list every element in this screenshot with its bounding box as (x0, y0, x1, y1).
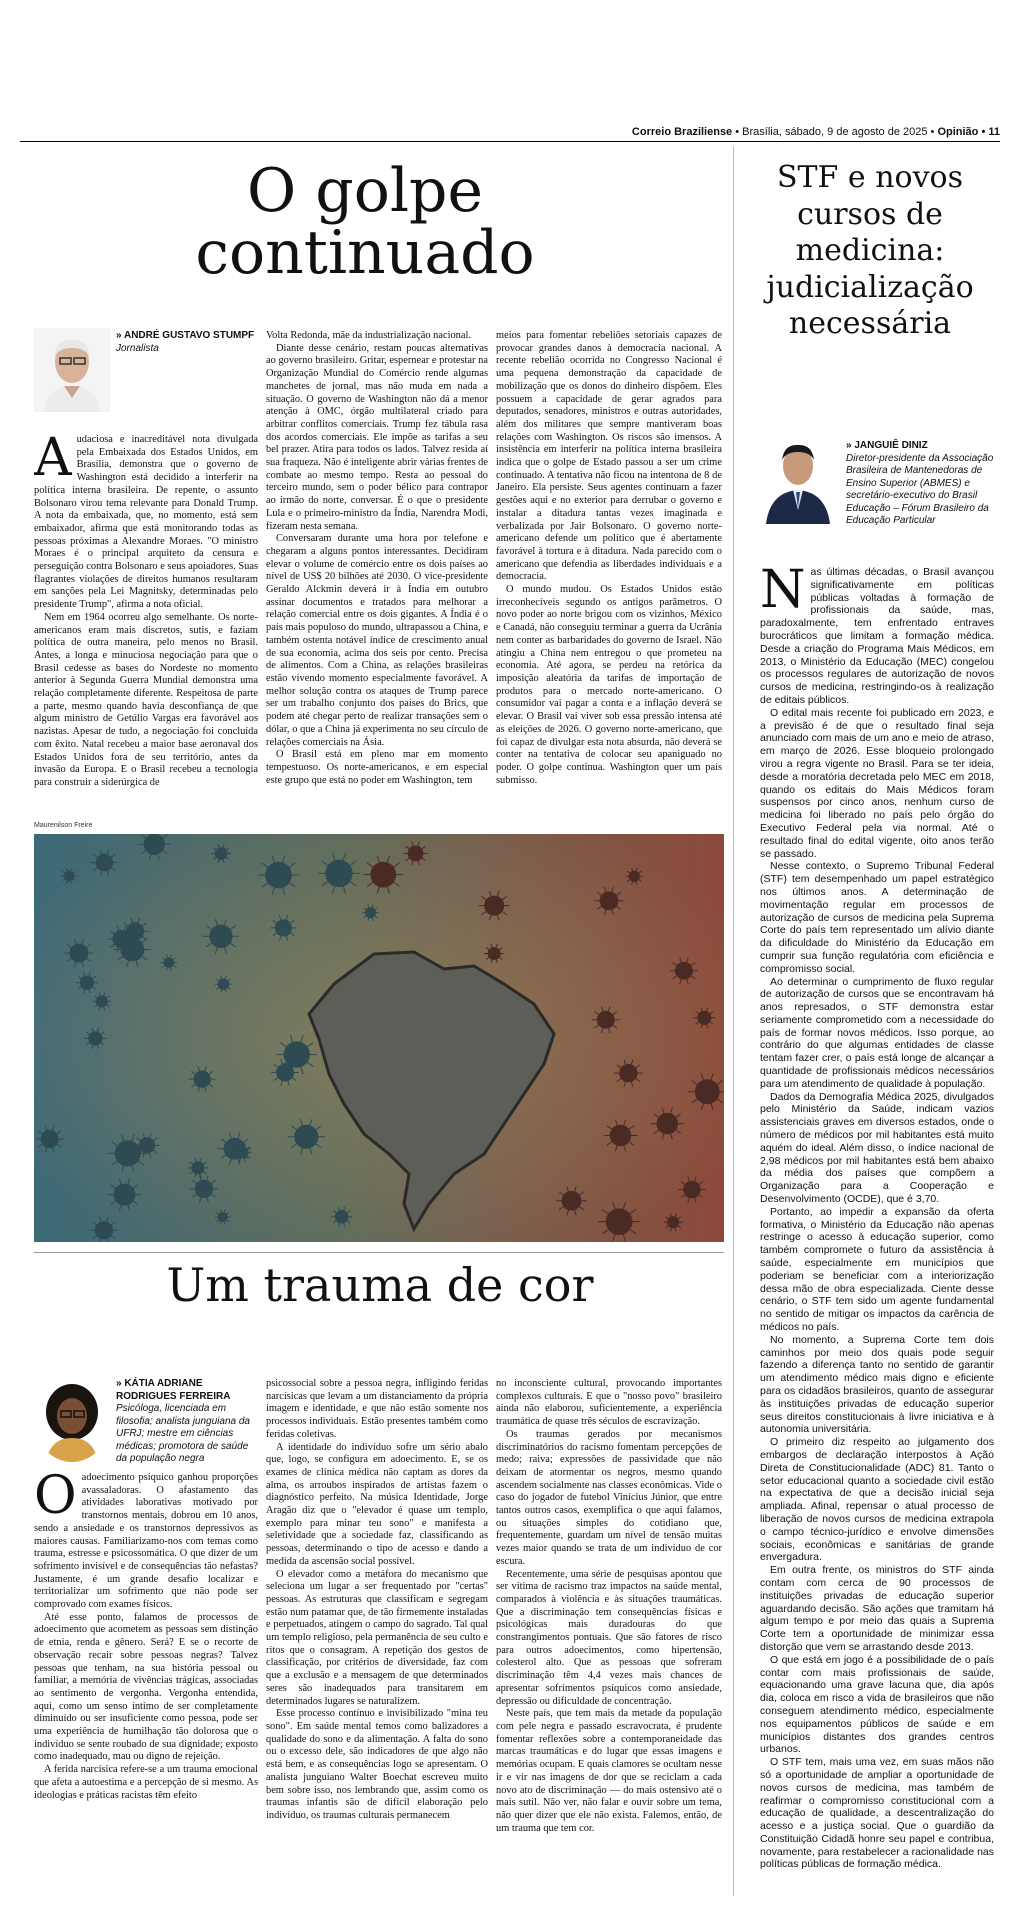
article3-title-line: judicialização (766, 269, 974, 305)
article1-author: » ANDRÉ GUSTAVO STUMPF (116, 330, 255, 341)
article3-title-line: necessária (788, 306, 952, 342)
article2-dropcap: O (34, 1472, 77, 1526)
article3-paragraph: Ao determinar o cumprimento de fluxo regular de autorização de cursos que se encontravam há anos represados, o STF demonstra estar seriamente comprometido com a necessidade do país de formar novos médicos. Isso porque, ao contrário do que algumas entidades de classe tentam fazer crer, o país está longe de alcançar a quantidade de profissionais médicos necessários para um atendimento de qualidade à população. (760, 975, 994, 1090)
article3-title-line: STF e novos (777, 160, 963, 195)
article2-paragraph: A identidade do indivíduo sofre um sério abalo que, logo, se configura em adoecimento. E, se os exames de clínica médica não captam as dores da alma, os arroubos inspirados de artistas fazem o diagnóstico perfeito. Na música Identidade, Jorge Aragão diz que o "elevador é quase um templo, exemplo para minar teu sono" e manifesta a seletividade que a sociedade faz, classificando as pessoas, determinando o tipo de acesso e dando a medida da ascensão social possível. (266, 1441, 488, 1567)
article3-title-line: cursos de (797, 196, 943, 232)
article2-paragraph: no inconsciente cultural, provocando importantes complexos culturais. E que o "nosso povo" brasileiro ainda não elaborou, suficientemente, a experiência traumática de quase três séculos de escravização. (496, 1378, 722, 1428)
article1-headline (120, 156, 610, 289)
article3-paragraph: O primeiro diz respeito ao julgamento dos embargos de declaração interpostos à Ação Direta de Constitucionalidade (ADC) 81. Tanto o setor educacional quanto a sociedade civil estão na expectativa de que a decisão inicial seja ampliada. Afinal, repensar o atual processo de liberação de novos cursos de medicina extrapola o campo técnico-jurídico e envolve dimensões sociais, econômicas e sanitárias de grande envergadura. (760, 1436, 994, 1564)
article1-column-1 (34, 434, 258, 814)
article2-column-3 (496, 1378, 722, 1898)
article3-paragraph: Nesse contexto, o Supremo Tribunal Federal (STF) tem desempenhado um papel estratégico nos últimos anos. A determinação de movimentação regular em processos de autorização de cursos de medicina pela Suprema Corte do país tem representado um alívio diante da dificuldade do Ministério da Educação em cumprir sua função regulatória com eficiência e compromisso social. (760, 860, 994, 975)
article3-paragraph: O edital mais recente foi publicado em 2023, e a previsão é de que o resultado final seja anunciado com mais de um ano e meio de atraso, em março de 2026. Esse bloqueio prolongado virou a regra vigente no Brasil. Para se ter ideia, desde a moratória decretada pelo MEC em 2018, quando os editais do Mais Médicos foram suspensos por cinco anos, nenhum curso de medicina foi liberado no país pelo órgão do Executivo Federal pela via normal. Até o resultado final do edital vigente, oito anos terão se passado. (760, 706, 994, 860)
masthead (20, 126, 1000, 142)
article2-paragraph: O elevador como a metáfora do mecanismo que seleciona um lugar a ser frequentado por "certas" pessoas. As estruturas que classificam e segregam estão num patamar que, de tão firmemente instaladas e perpetuados, atingem o campo do sagrado. Tal qual um templo religioso, pela permanência de seu culto e ritos que o consagram. A repetição dos gestos de classificação, por critérios de diversidade, faz com que a exclusão e a mensagem de que determinados seres são inadequados para transitarem em determinados lugares se naturalizem. (266, 1568, 488, 1707)
author1-photo (34, 328, 110, 412)
article2-author-line2: RODRIGUES FERREIRA (116, 1390, 231, 1402)
article2-paragraph: Neste país, que tem mais da metade da população com pele negra e passado escravocrata, é prudente fomentar reflexões sobre a contemporaneidade das marcas traumáticas e do lugar que essas imagens e memórias ocupam. E quais clamores se ocultam nesse ir e vir nas imagens de dor que se reciclam a cada novo ato de discriminação — do mais ostensivo até o mais sutil. Não ver, não falar e ouvir sobre um tema, não quer dizer que ele não exista. Falemos, então, de um trauma que tem cor. (496, 1708, 722, 1834)
article3-byline (846, 440, 996, 528)
illustration-credit: Maurenilson Freire (34, 822, 93, 829)
article3-paragraph: Dados da Demografia Médica 2025, divulgados pelo Ministério da Saúde, indicam vazios assistenciais graves em diversos estados, onde o número de médicos por mil habitantes está muito aquém do ideal. Além disso, o índice nacional de 2,98 médicos por mil habitantes está bem abaixo da média dos países que compõem a Organização para a Cooperação e Desenvolvimento (OCDE), que é 3,70. (760, 1090, 994, 1206)
article1-paragraph: Conversaram durante uma hora por telefone e chegaram a alguns pontos interessantes. Decidiram elevar o volume de comércio entre os dois países ao nível de US$ 20 bilhões até 2030. O vice-presidente Geraldo Alckmin deverá ir à Índia em outubro assinar documentos e tratados para melhorar a relação comercial entre os dois gigantes. A Índia é o país mais populoso do mundo, ultrapassou a China, e também ostenta notável índice de crescimento anual de sua economia, acima dos seis por cento. Precisa de alimentos. Com a China, as relações brasileiras estão vivendo momento especialmente favorável. A melhor solução contra os ataques de Trump parece ser um trabalho conjunto dos países do Brics, que podem até chegar perto de realizar transações sem o dólar, o que a China já experimenta no seu círculo de relações comerciais na Ásia. (266, 533, 488, 748)
article3-paragraph: O que está em jogo é a possibilidade de o país contar com mais profissionais de saúde, equacionando uma grave lacuna que, dia após dia, coloca em risco a vida de brasileiros que não conseguem atendimento médico, especialmente nos equipamentos públicos de saúde e em municípios distantes dos grandes centros urbanos. (760, 1653, 994, 1756)
divider (34, 1252, 724, 1253)
article1-role: Jornalista (116, 342, 159, 354)
article3-title-line: medicina: (795, 233, 945, 269)
author3-photo (760, 436, 836, 524)
masthead-section: Opinião (937, 126, 979, 138)
article1-title-line2: continuado (195, 218, 535, 289)
article3-headline (745, 160, 995, 343)
article2-paragraph: adoecimento psíquico ganhou proporções avassaladoras. O afastamento das atividades laborativas motivado por transtornos mentais, dobrou em 10 anos, sendo a ansiedade e os transtornos depressivos as maiores causas. Familiarizamo-nos com temas como trauma, estresse e psicossomática. O que dizer de um sofrimento invisível e de consequências tão nefastas? Justamente, é um grande desafio localizar e territorializar um sofrimento que não pode ser comprovado com exames físicos. (34, 1472, 258, 1611)
article3-paragraph: Portanto, ao impedir a expansão da oferta formativa, o Ministério da Educação não apenas restringe o acesso à educação superior, como também compromete o futuro da assistência à saúde, especialmente em municípios que poderiam se beneficiar com a interiorização dessa mão de obra especializada. Ciente desse cenário, o STF tem sido um agente fundamental no sentido de mitigar os impactos da carência de médicos no país. (760, 1205, 994, 1334)
article1-paragraph: O mundo mudou. Os Estados Unidos estão irreconhecíveis segundo os antigos parâmetros. O novo poder ao norte brigou com os vizinhos, México e Canadá, não conseguiu terminar a guerra da Ucrânia nem conter as barbaridades do governo de Israel. Não atingiu a China nem entregou o que prometeu na economia. Até agora, se perdeu na retórica da imposição aleatória da tarifas de importação de produtos para o mercado norte-americano. O consumidor vai pagar a conta e a inflação deverá se elevar. O Brasil vai viver sob essa pressão intensa até as eleições de 2026. O governo norte-americano, que foi capaz de divulgar esta nota absurda, não deverá se conter na tentativa de colocar seu apaniguado no poder. O golpe continua. Washington quer um país submisso. (496, 584, 722, 786)
article3-role: Diretor-presidente da Associação Brasileira de Mantenedoras de Ensino Superior (ABMES) e secretário-executivo do Brasil Educação – Fórum Brasileiro da Educação Particular (846, 452, 994, 526)
article2-role: Psicóloga, licenciada em filosofia; analista junguiana da UFRJ; mestre em ciências médicas; promotora de saúde da população negra (116, 1403, 250, 1464)
article1-title-line1: O golpe (247, 156, 483, 226)
article1-column-3 (496, 330, 722, 816)
article1-paragraph: Volta Redonda, mãe da industrialização nacional. (266, 330, 471, 341)
article1-column-2 (266, 330, 488, 816)
article1-dropcap: A (34, 434, 72, 488)
article1-paragraph: Diante desse cenário, restam poucas alternativas ao governo brasileiro. Gritar, espernear e protestar na Organização Mundial do Comércio rende algumas manchetes de jornal, mas não muda em nada a situação. O governo de Washington não dá a menor atenção à OMC, órgão multilateral criado para arbitrar conflitos comerciais. Trump fez tábula rasa dos acordos comerciais. Ele impõe as tarifas a seu bel prazer. Atira para todos os lados. Talvez resida aí sua fraqueza. Não é inteligente abrir várias frentes de combate ao mesmo tempo. Resta ao pessoal do terceiro mundo, sem o poder bélico para contrapor ao irmão do norte, conversar. É o que o presidente Lula e o primeiro-ministro da Índia, Narendra Modi, fizeram nesta semana. (266, 342, 488, 532)
article2-title: Um trauma de cor (166, 1258, 594, 1312)
article3-dropcap: N (760, 566, 806, 620)
article1-paragraph: udaciosa e inacreditável nota divulgada pela Embaixada dos Estados Unidos, em Brasília, demonstra que o governo de Washington está decidido a interferir na política interna brasileira. De repente, o assunto Bolsonaro virou tema relevante para Donald Trump. A nota da embaixada, que, no momento, está sem embaixador, afirma que está monitorando todas as pessoas próximas a Alexandre Moraes. "O ministro Moraes é o principal arquiteto da censura e perseguição contra Bolsonaro e seus apoiadores. Suas flagrantes violações de direitos humanos resultaram em sanções pela Lei Magnitsky, determinadas pelo presidente Trump", afirma a nota oficial. (34, 434, 258, 611)
article2-paragraph: Esse processo contínuo e invisibilizado "mina teu sono". Em saúde mental temos como balizadores a qualidade do sono e da alimentação. A falta do sono ou o excesso dele, são indicadores de que algo não está bem, e as consequências logo se apresentam. O analista junguiano Walter Boechat escreveu muito bem sobre isso, nos lembrando que, assim como os traumas infantis são de difícil elaboração pelo indivíduo, os traumas culturais permanecem (266, 1708, 488, 1821)
article2-byline (116, 1378, 261, 1466)
column-divider (733, 146, 734, 1896)
illustration (34, 834, 724, 1242)
article2-column-1 (34, 1472, 258, 1898)
article3-paragraph: Em outra frente, os ministros do STF ainda contam com cerca de 90 processos de instituições privadas de educação superior aguardando decisão. São ações que tramitam há algum tempo e por meio das quais a Suprema Corte tem a oportunidade de minimizar essa distorção que vem se arrastando desde 2013. (760, 1564, 994, 1653)
article1-paragraph: Nem em 1964 ocorreu algo semelhante. Os norte-americanos eram mais discretos, sutis, e faziam política de outra maneira, pelo menos no Brasil. Antes, a longa e minuciosa negociação para que o Brasil cedesse as bases do Nordeste no momento anterior à Segunda Guerra Mundial demonstra uma relação completamente diferente. Respeitosa de parte a parte, mesmo quando havia desconfiança de que algum ministro de Getúlio Vargas era favorável aos nazistas. Apesar de tudo, a negociação foi concluída com êxito. Natal recebeu a maior base aeronaval dos Estados Unidos fora de seu território, antes da invasão da Europa. E o Brasil recebeu a tecnologia para construir a siderúrgica de (34, 611, 258, 788)
masthead-paper: Correio Braziliense (631, 126, 733, 138)
article2-column-2 (266, 1378, 488, 1898)
masthead-dateline: • Brasília, sábado, 9 de agosto de 2025 • (735, 126, 935, 138)
article2-paragraph: Até esse ponto, falamos de processos de adoecimento que acometem as pessoas sem distinção de etnia, renda e gênero. Será? E se o recorte de observação recair sobre pessoas negras? Talvez pessoas que tenham, na sua história pessoal ou familiar, a memória de vivências trágicas, associadas ao sentimento de vergonha. Vergonha entendida, aqui, como um senso íntimo de ser completamente diminuído ou ser insuficiente como pessoa, pode ser uma experiência de humilhação tão dolorosa que o indivíduo se sente roubado de sua dignidade; exposto como inadequado, mau ou digno de rejeição. (34, 1611, 258, 1763)
article3-body (760, 566, 994, 1898)
article2-paragraph: Recentemente, uma série de pesquisas apontou que ser vítima de racismo traz impactos na saúde mental, comparados à violência e às situações traumáticas. Que a discriminação tem consequências físicas e psicológicas mais duradouras do que constrangimentos pontuais. Que são fatores de risco para outros adoecimentos, como hipertensão, colesterol alto. Que as pessoas que sofreram discriminação têm 4,4 vezes mais chances de apresentar sofrimentos psíquicos como ansiedade, depressão ou dificuldade de concentração. (496, 1568, 722, 1707)
article2-paragraph: Os traumas gerados por mecanismos discriminatórios do racismo fomentam percepções de medo; raiva; expressões de passividade que não deixam de atormentar os negros, mesmo quando ascendem socialmente nas classes econômicas. Vide o caso do jogador de futebol Vinícius Júnior, que entre tantos outros casos, exemplifica o que aqui falamos, ou situações simples do cotidiano que, frequentemente, guardam um nível de tensão muitas vezes maior quando se trata de um indivíduo de cor escura. (496, 1428, 722, 1567)
author2-photo (34, 1378, 110, 1462)
article2-headline (140, 1258, 620, 1312)
article1-paragraph: meios para fomentar rebeliões setoriais capazes de provocar grandes danos à democracia nacional. A recente rebelião ocorrida no Congresso Nacional é uma pequena demonstração da capacidade de mobilização que os donos do dinheiro dispõem. Eles possuem a capacidade de gerar agrados para deputados, senadores, ministros e outras autoridades, além dos militares que sempre mantiveram boas relações com Washington. Os riscos são imensos. A insistência em interferir na política interna brasileira indica que o golpe de Estado passou a ser um crime continuado. A tentativa não ficou na intentona de 8 de Janeiro. Ela persiste. Seus agentes continuam a fazer gestões aqui e no exterior para derrubar o governo e instalar a ditadura tantas vezes imaginada e verbalizada por Jair Bolsonaro. O governo norte-americano defende um político que é abertamente favorável à tortura e à ditadura. Nada parecido com o americano que defendia as liberdades individuais e a democracia. (496, 330, 722, 583)
article3-paragraph: as últimas décadas, o Brasil avançou significativamente em políticas públicas voltadas à formação de profissionais da saúde, mas, paradoxalmente, tem enfrentado entraves burocráticos que limitam a formação médica. Desde a criação do Programa Mais Médicos, em 2013, o Ministério da Educação (MEC) congelou os processos regulares de autorização de novos cursos de medicina, restringindo-os à realização de editais públicos. (760, 566, 994, 706)
article3-paragraph: O STF tem, mais uma vez, em suas mãos não só a oportunidade de ampliar a oportunidade de novos cursos de medicina, mas também de reafirmar o compromisso constitucional com a educação de qualidade, a descentralização do acesso e a justiça social. Que o guardião da Constituição Cidadã honre seu papel e contribua, novamente, para restabelecer a racionalidade nas políticas públicas de formação médica. (760, 1756, 994, 1871)
article1-byline (116, 330, 266, 355)
article2-author-line1: » KÁTIA ADRIANE (116, 1378, 203, 1389)
article3-author: » JANGUIÊ DINIZ (846, 440, 928, 451)
article2-paragraph: A ferida narcísica refere-se a um trauma emocional que afeta a autoestima e a percepção de si mesmo. As ideologias e práticas racistas têm efeito (34, 1764, 258, 1801)
article2-paragraph: psicossocial sobre a pessoa negra, infligindo feridas narcísicas que levam a um distanciamento da própria imagem e identidade, e que não estão somente nos processos individuais. Estão presentes também como feridas coletivas. (266, 1378, 488, 1440)
article3-paragraph: No momento, a Suprema Corte tem dois caminhos por meio dos quais pode seguir fazendo a diferença tanto no sentido de garantir um atendimento médico mais digno e eficiente para os cidadãos brasileiros, quanto de assegurar às instituições privadas de educação superior seus direitos constitucionais à livre iniciativa e à autonomia universitária. (760, 1333, 994, 1436)
masthead-page: • 11 (981, 126, 1000, 138)
article1-paragraph: O Brasil está em pleno mar em momento tempestuoso. Os norte-americanos, e em especial este grupo que está no poder em Washington, tem (266, 749, 488, 786)
